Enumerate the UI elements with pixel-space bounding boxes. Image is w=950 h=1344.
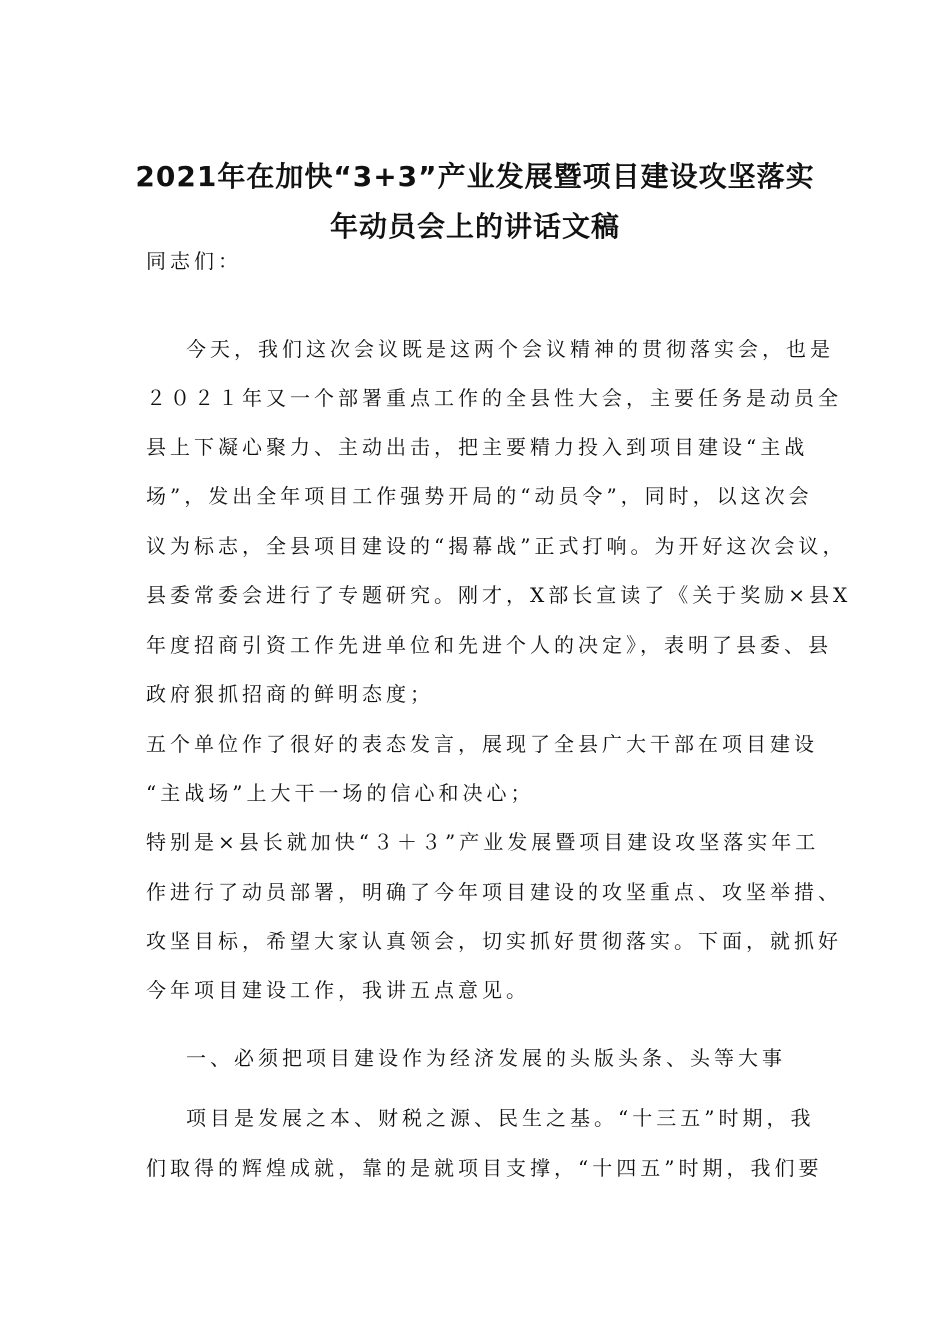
body-line: 攻坚目标，希望大家认真领会，切实抓好贯彻落实。下面，就抓好 xyxy=(146,929,842,953)
body-line: 作进行了动员部署，明确了今年项目建设的攻坚重点、攻坚举措、 xyxy=(146,880,842,904)
body-line: 县委常委会进行了专题研究。刚才，X部长宣读了《关于奖励×县X xyxy=(146,583,852,607)
body-line: 议为标志，全县项目建设的“揭幕战”正式打响。为开好这次会议， xyxy=(146,534,847,558)
document-title-line-1: 2021年在加快“3+3”产业发展暨项目建设攻坚落实 xyxy=(135,160,815,193)
body-line: 今天，我们这次会议既是这两个会议精神的贯彻落实会，也是 xyxy=(186,337,834,361)
body-line: 特别是×县长就加快“３＋３”产业发展暨项目建设攻坚落实年工 xyxy=(146,830,820,854)
body-line: 项目是发展之本、财税之源、民生之基。“十三五”时期，我 xyxy=(186,1106,815,1130)
document-title-line-2: 年动员会上的讲话文稿 xyxy=(329,210,620,243)
body-line: 场”，发出全年项目工作强势开局的“动员令”，同时，以这次会 xyxy=(146,484,813,508)
body-line: 政府狠抓招商的鲜明态度； xyxy=(146,682,434,706)
body-line: 五个单位作了很好的表态发言，展现了全县广大干部在项目建设 xyxy=(146,732,818,756)
body-line: 今年项目建设工作，我讲五点意见。 xyxy=(146,978,530,1002)
body-line: “主战场”上大干一场的信心和决心； xyxy=(146,781,535,805)
body-line: 年度招商引资工作先进单位和先进个人的决定》，表明了县委、县 xyxy=(146,633,832,657)
body-line: ２０２１年又一个部署重点工作的全县性大会，主要任务是动员全 xyxy=(146,386,842,410)
salutation: 同志们： xyxy=(146,249,242,273)
body-line: 们取得的辉煌成就，靠的是就项目支撑，“十四五”时期，我们要 xyxy=(146,1156,823,1180)
body-line: 县上下凝心聚力、主动出击，把主要精力投入到项目建设“主战 xyxy=(146,435,809,459)
section-heading: 一、必须把项目建设作为经济发展的头版头条、头等大事 xyxy=(186,1046,786,1070)
